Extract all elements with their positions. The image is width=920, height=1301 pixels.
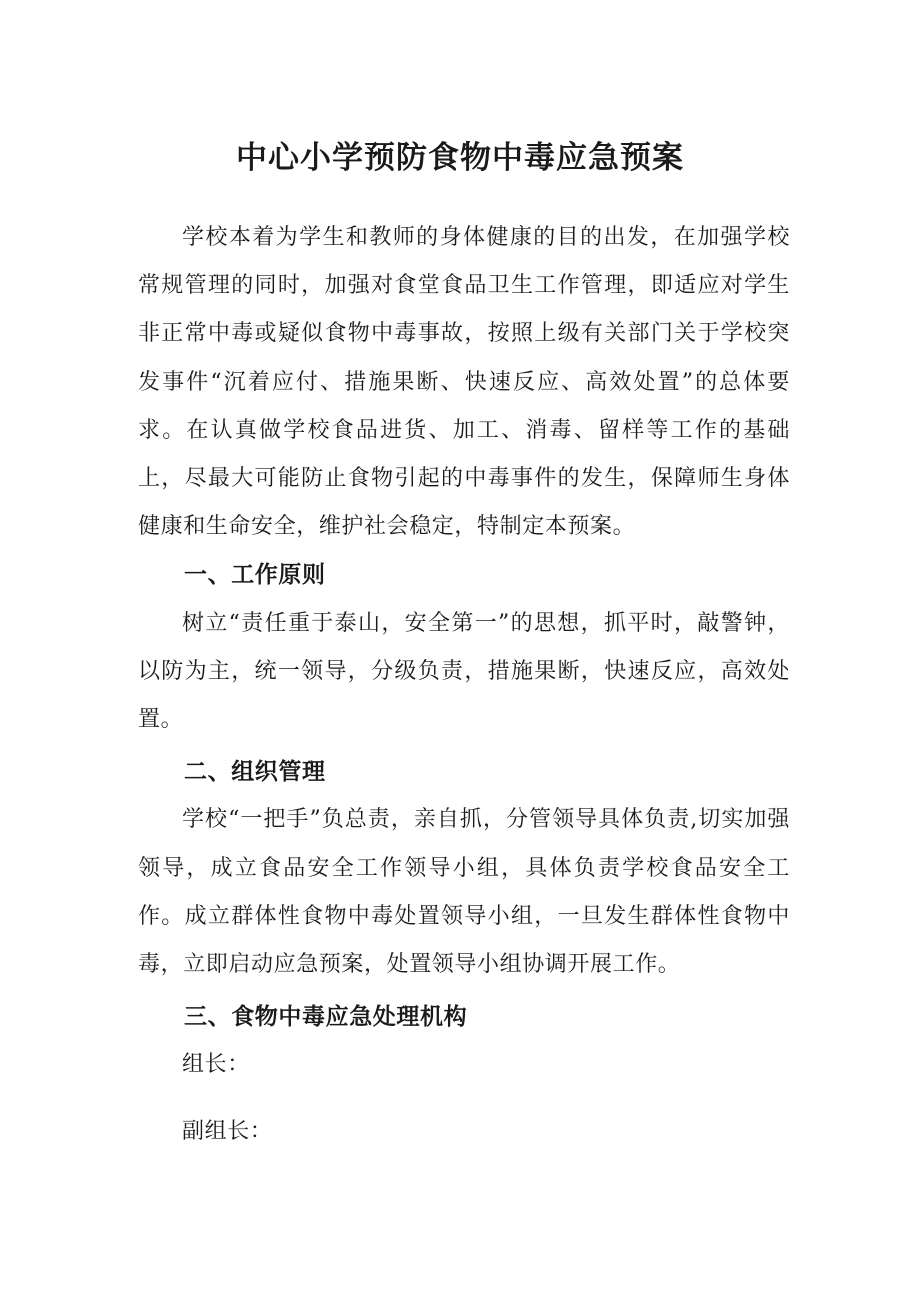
organization-paragraph: 学校“一把手”负总责，亲自抓，分管领导具体负责,切实加强领导，成立食品安全工作领导小组，具体负责学校食品安全工作。成立群体性食物中毒处置领导小组，一旦发生群体性食物中毒，立即启动应急预案，处置领导小组协调开展工作。 <box>138 807 790 978</box>
field-deputy-group-leader: 副组长： <box>182 1118 273 1144</box>
section-heading-organization: 二、组织管理 <box>184 759 326 786</box>
field-spacer <box>138 1090 790 1108</box>
field-group-leader: 组长： <box>182 1052 250 1078</box>
intro-paragraph: 学校本着为学生和教师的身体健康的目的出发，在加强学校常规管理的同时，加强对食堂食品卫生工作管理，即适应对学生非正常中毒或疑似食物中毒事故，按照上级有关部门关于学校突发事件“沉着应付、措施果断、快速反应、高效处置”的总体要求。在认真做学校食品进货、加工、消毒、留样等工作的基础上，尽最大可能防止食物引起的中毒事件的发生，保障师生身体健康和生命安全，维护社会稳定，特制定本预案。 <box>138 225 790 540</box>
document-body <box>138 214 790 1156</box>
document-title: 中心小学预防食物中毒应急预案 <box>236 140 684 176</box>
principles-paragraph: 树立“责任重于泰山，安全第一”的思想，抓平时，敲警钟，以防为主，统一领导，分级负责，措施果断，快速反应，高效处置。 <box>138 610 790 733</box>
section-heading-principles: 一、工作原则 <box>184 562 326 589</box>
section-heading-emergency-agency: 三、食物中毒应急处理机构 <box>184 1004 468 1031</box>
